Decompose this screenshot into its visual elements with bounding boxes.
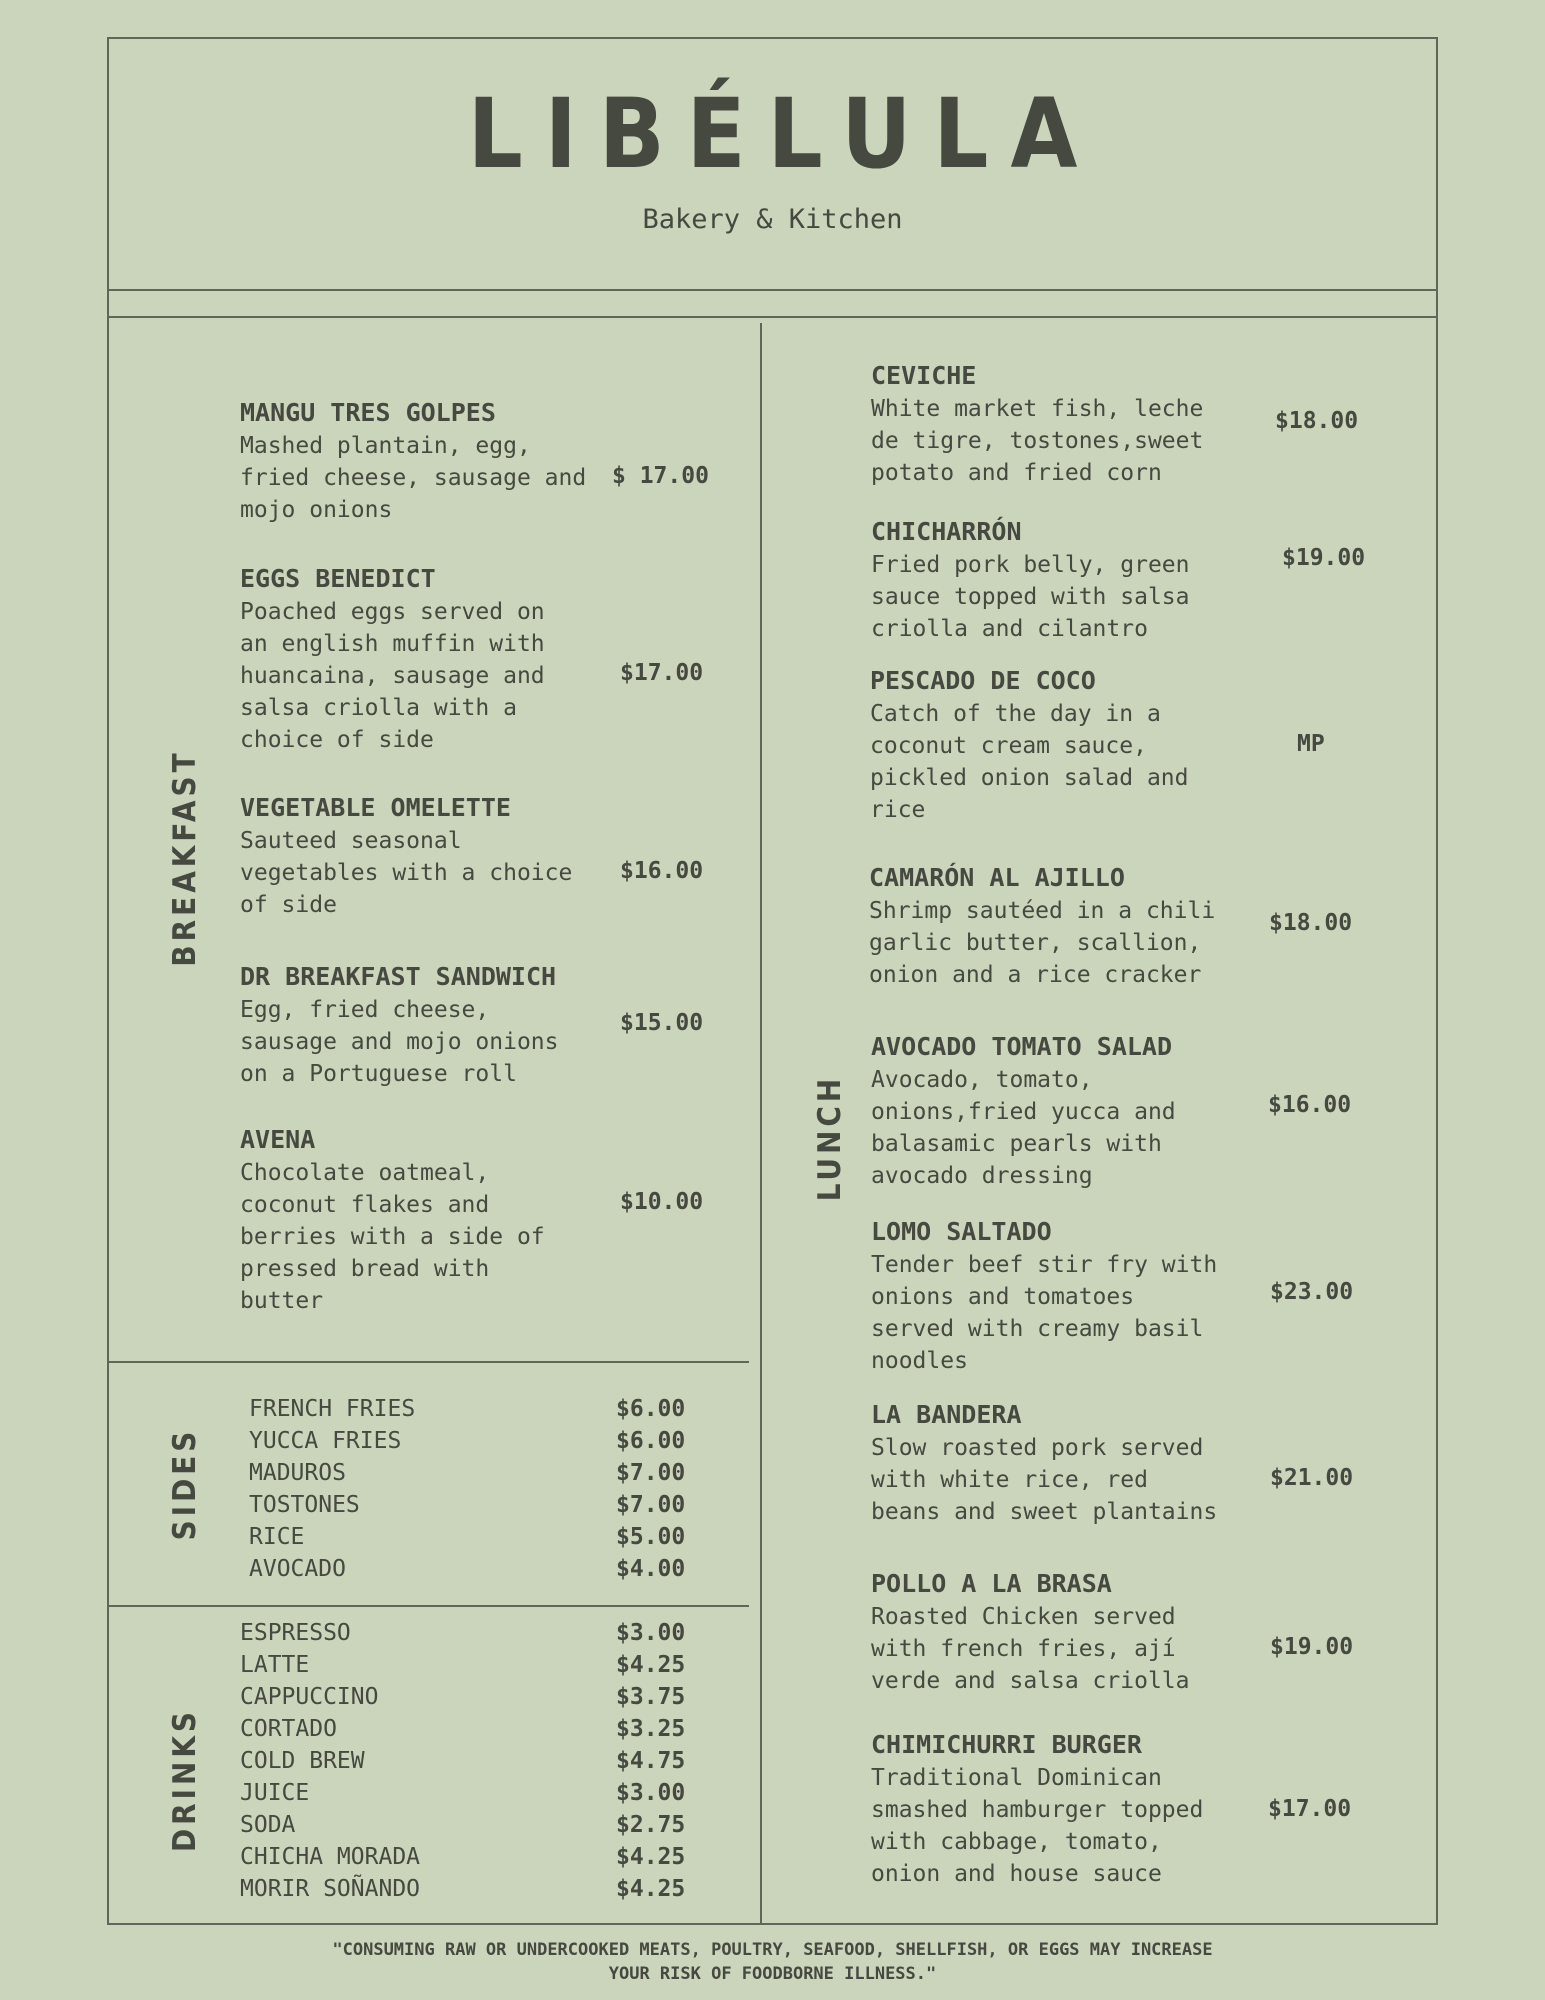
item-price: $15.00 (620, 1010, 704, 1036)
item-description: Chocolate oatmeal, coconut flakes and berries with a side of pressed bread with butter (240, 1160, 545, 1314)
menu-item (871, 359, 1216, 489)
drink-item-price: $3.75 (616, 1684, 686, 1710)
sides-drinks-divider (107, 1605, 749, 1607)
drink-item-price: $4.25 (616, 1876, 686, 1902)
side-item-price: $7.00 (616, 1460, 686, 1486)
menu-item (240, 396, 610, 526)
item-description: Sauteed seasonal vegetables with a choice of side (240, 828, 573, 918)
item-description: Egg, fried cheese, sausage and mojo onions on a Portuguese roll (240, 997, 559, 1087)
side-item-price: $4.00 (616, 1556, 686, 1582)
drink-item-name: CHICHA MORADA (240, 1844, 421, 1870)
item-price: $21.00 (1270, 1465, 1354, 1491)
food-safety-disclaimer (0, 1938, 1545, 1986)
item-description: Catch of the day in a coconut cream sauce, pickled onion salad and rice (870, 701, 1189, 823)
item-description: White market fish, leche de tigre, tostones,sweet potato and fried corn (871, 396, 1204, 486)
restaurant-name: LIBÉLULA (467, 78, 1100, 190)
menu-item (870, 664, 1215, 826)
side-item-name: MADUROS (249, 1460, 346, 1486)
side-item-price: $7.00 (616, 1492, 686, 1518)
item-description: Tender beef stir fry with onions and tomatoes served with creamy basil noodles (871, 1252, 1218, 1374)
disclaimer-line-2: YOUR RISK OF FOODBORNE ILLNESS." (608, 1964, 937, 1984)
drink-item-price: $4.75 (616, 1748, 686, 1774)
menu-item (871, 1728, 1216, 1890)
drink-item-name: CAPPUCCINO (240, 1684, 379, 1710)
side-item-name: AVOCADO (249, 1556, 346, 1582)
item-name: AVENA (240, 1125, 316, 1154)
side-item-price: $5.00 (616, 1524, 686, 1550)
restaurant-tagline: Bakery & Kitchen (642, 204, 903, 235)
menu-item (240, 960, 585, 1090)
item-description: Roasted Chicken served with french fries, ají verde and salsa criolla (871, 1604, 1190, 1694)
breakfast-sides-divider (107, 1361, 749, 1363)
item-description: Shrimp sautéed in a chili garlic butter, scallion, onion and a rice cracker (869, 898, 1216, 988)
menu-item (871, 1030, 1206, 1192)
drink-item-name: CORTADO (240, 1716, 337, 1742)
drink-item-price: $2.75 (616, 1812, 686, 1838)
item-name: CEVICHE (871, 361, 977, 390)
menu-item (240, 1123, 575, 1317)
item-price: $18.00 (1269, 910, 1353, 936)
header-divider-top (107, 289, 1438, 291)
menu-item (240, 791, 610, 921)
item-name: LOMO SALTADO (871, 1217, 1052, 1246)
drink-item-name: ESPRESSO (240, 1620, 351, 1646)
disclaimer-line-1: "CONSUMING RAW OR UNDERCOOKED MEATS, POULTRY, SEAFOOD, SHELLFISH, OR EGGS MAY INCREASE (332, 1940, 1213, 1960)
drink-item-name: LATTE (240, 1652, 310, 1678)
item-description: Fried pork belly, green sauce topped with salsa criolla and cilantro (871, 552, 1190, 642)
item-price: $18.00 (1275, 408, 1359, 434)
item-description: Slow roasted pork served with white rice, red beans and sweet plantains (871, 1435, 1218, 1525)
menu-item (869, 861, 1224, 991)
item-price: MP (1297, 731, 1325, 757)
side-item-name: FRENCH FRIES (249, 1396, 416, 1422)
item-description: Mashed plantain, egg, fried cheese, sausage and mojo onions (240, 433, 587, 523)
sides-section-label: SIDES (167, 1427, 203, 1541)
item-name: PESCADO DE COCO (870, 666, 1096, 695)
item-price: $16.00 (1268, 1092, 1352, 1118)
drink-item-price: $3.00 (616, 1780, 686, 1806)
side-item-name: TOSTONES (249, 1492, 360, 1518)
lunch-section-label: LUNCH (812, 1074, 848, 1202)
breakfast-section-label: BREAKFAST (167, 749, 203, 967)
item-name: EGGS BENEDICT (240, 564, 436, 593)
item-price: $19.00 (1282, 545, 1366, 571)
menu-item (871, 1567, 1216, 1697)
menu-item (871, 515, 1206, 645)
side-item-name: YUCCA FRIES (249, 1428, 402, 1454)
side-item-name: RICE (249, 1524, 305, 1550)
item-name: CHICHARRÓN (871, 517, 1022, 546)
drink-item-name: SODA (240, 1812, 296, 1838)
menu-item (871, 1215, 1226, 1377)
header-divider-bottom (107, 316, 1438, 318)
side-item-price: $6.00 (616, 1396, 686, 1422)
item-name: POLLO A LA BRASA (871, 1569, 1112, 1598)
item-price: $16.00 (620, 858, 704, 884)
drink-item-price: $4.25 (616, 1844, 686, 1870)
menu-item (240, 562, 575, 756)
item-name: LA BANDERA (871, 1400, 1022, 1429)
item-price: $ 17.00 (612, 463, 709, 489)
item-price: $23.00 (1270, 1279, 1354, 1305)
item-name: CAMARÓN AL AJILLO (869, 863, 1125, 892)
drink-item-price: $3.25 (616, 1716, 686, 1742)
drink-item-price: $4.25 (616, 1652, 686, 1678)
item-name: AVOCADO TOMATO SALAD (871, 1032, 1173, 1061)
drink-item-name: JUICE (240, 1780, 310, 1806)
side-item-price: $6.00 (616, 1428, 686, 1454)
item-description: Avocado, tomato, onions,fried yucca and balasamic pearls with avocado dressing (871, 1067, 1176, 1189)
item-price: $17.00 (620, 660, 704, 686)
item-price: $10.00 (620, 1189, 704, 1215)
column-divider (760, 323, 762, 1925)
item-description: Poached eggs served on an english muffin with huancaina, sausage and salsa criolla with a choice of side (240, 599, 545, 753)
item-name: CHIMICHURRI BURGER (871, 1730, 1142, 1759)
item-name: MANGU TRES GOLPES (240, 398, 496, 427)
item-name: DR BREAKFAST SANDWICH (240, 962, 557, 991)
drink-item-price: $3.00 (616, 1620, 686, 1646)
drink-item-name: COLD BREW (240, 1748, 365, 1774)
item-price: $17.00 (1268, 1796, 1352, 1822)
item-price: $19.00 (1270, 1634, 1354, 1660)
menu-item (871, 1398, 1226, 1528)
drinks-section-label: DRINKS (167, 1707, 203, 1853)
item-description: Traditional Dominican smashed hamburger topped with cabbage, tomato, onion and house sauce (871, 1765, 1204, 1887)
item-name: VEGETABLE OMELETTE (240, 793, 511, 822)
drink-item-name: MORIR SOÑANDO (240, 1876, 421, 1902)
